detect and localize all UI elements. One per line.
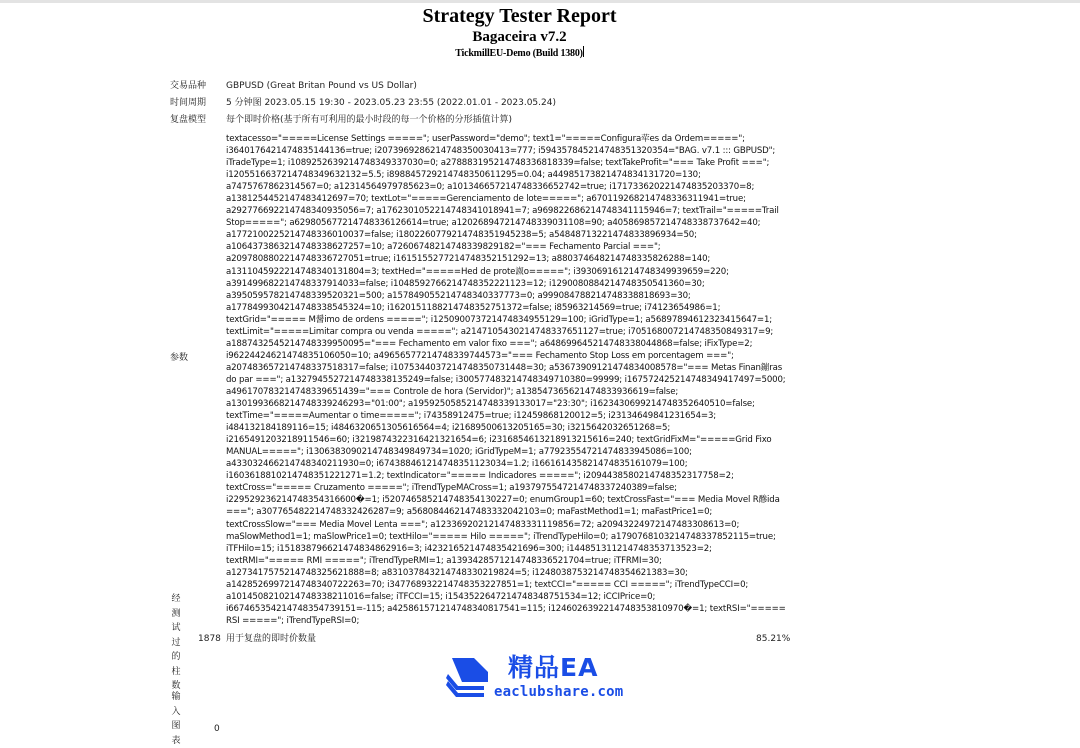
- param-line: a1301993668214748339246293="01:00"; a1959250585214748339133017="23:30"; i1623430699214748352640510=false;: [226, 398, 790, 410]
- param-line: i1603618810214748351221271=1.2; textIndicator="===== Indicadores ====="; i2094438580214748352317758=2;: [226, 470, 790, 482]
- watermark-logo: [444, 648, 664, 708]
- label-char: 试: [170, 621, 182, 636]
- parameters-text: [226, 133, 790, 627]
- param-line: a391499682214748337914033=false; i1048592766214748352221123=12; i1290080884214748350541360=30;: [226, 278, 790, 290]
- label-char: 图: [170, 719, 182, 734]
- top-border: [0, 0, 1080, 3]
- label-char: 数: [170, 679, 182, 694]
- param-line: i667465354214748354739151=-115; a425861571214748340817541=115; i1246026392214748353810970�=1; textRSI="=====: [226, 603, 790, 615]
- param-line: textGrid="===== M醤imo de ordens ====="; i125090073721474834955129=100; iGridType=1; a56897894612323415647=1;: [226, 314, 790, 326]
- watermark-url: eaclubshare.com: [494, 684, 623, 700]
- param-line: MANUAL====="; i1306383090214748349849734=1020; iGridTypeM=1; a77923554721474833945086=100;: [226, 446, 790, 458]
- param-line: a1428526997214748340722263=70; i347768932214748353227851=1; textCCI="===== CCI ====="; iTrendTypeCCI=0;: [226, 579, 790, 591]
- param-line: iTFHilo=15; i151838796621474834862916=3; i423216521474835421696=300; i144851311214748353713523=2;: [226, 543, 790, 555]
- text-caret: [583, 46, 584, 57]
- param-line: a1887432545214748339950095="=== Fechamento em valor fixo ==="; a648699645214748338044868=false; iFixType=2;: [226, 338, 790, 350]
- label-char: 经: [170, 592, 182, 607]
- param-line: RSI ====="; iTrendTypeRSI=0;: [226, 615, 790, 627]
- param-line: textLimit="=====Limitar compra ou venda ====="; a2147105430214748337651127=true; i705168007214748350849317=9;: [226, 326, 790, 338]
- server-build: [0, 46, 1080, 60]
- report-title: Strategy Tester Report: [0, 4, 1080, 28]
- param-line: a1381254452147483412697=70; textLot="=====Gerenciamento de lote====="; a670119268214748336311941=true;: [226, 193, 790, 205]
- param-line: a1064373863214748338627257=10; a72606748214748339829182="=== Fechamento Parcial ===";: [226, 241, 790, 253]
- label-char: 输: [170, 690, 182, 705]
- param-line: a395059578214748339520321=500; a157849055214748340337773=0; a999084788214748338818693=30;: [226, 290, 790, 302]
- params-label: 参数: [170, 352, 220, 364]
- ticks-modelled-label: 用于复盘的即时价数量: [226, 633, 316, 645]
- input-chart-value: 0: [214, 723, 220, 735]
- param-line: a1778499304214748338545324=10; i1620151188214748352751372=false; i85963214569=true; i74123654986=1;: [226, 302, 790, 314]
- server-build-text: TickmillEU-Demo (Build 1380): [455, 48, 583, 59]
- param-line: a1772100225214748336010037=false; i1802260779214748351945238=5; a54848713221474833896934=50;: [226, 229, 790, 241]
- label-char: 柱: [170, 665, 182, 680]
- param-line: a2097808802214748336727051=true; i1615155277214748352151292=13; a880374648214748335826288=140;: [226, 253, 790, 265]
- label-char: 表: [170, 734, 182, 748]
- param-line: i229529236214748354316600�=1; i520746585214748354130227=0; enumGroup1=60; textCrossFast="=== Media Movel R醦ida: [226, 494, 790, 506]
- param-line: Stop====="; a629805677214748336126614=true; a120268947214748339031108=90; a405869857214748338737642=40;: [226, 217, 790, 229]
- param-line: i96224424621474835106050=10; a49656577214748339744573="=== Fechamento Stop Loss em porcentagem ===";: [226, 350, 790, 362]
- label-char: 入: [170, 705, 182, 720]
- input-chart-label: [170, 690, 182, 748]
- param-line: do par ==="; a1327945527214748338135249=false; i300577483214748349710380=99999; i167572425214748349417497=5000;: [226, 374, 790, 386]
- param-line: textRMI="===== RMI ====="; iTrendTypeRMI=1; a1393428571214748336521704=true; iTFRMI=30;: [226, 555, 790, 567]
- param-line: a496170783214748339651439="=== Controle de hora (Servidor)"; a138547365621474833936619=false;: [226, 386, 790, 398]
- param-line: i484132184189116=15; i4846320651305616564=4; i21689500613205165=30; i3215642032651268=5;: [226, 422, 790, 434]
- param-line: a1014508210214748338211016=false; iTFCCI=15; i1543522647214748348751534=12; iCCIPrice=0;: [226, 591, 790, 603]
- param-line: textTime="=====Aumentar o time====="; i74358912475=true; i12459868120012=5; i23134649841231654=3;: [226, 410, 790, 422]
- period-value: 5 分钟图 2023.05.15 19:30 - 2023.05.23 23:55 (2022.01.01 - 2023.05.24): [226, 97, 556, 109]
- param-line: i3640176421474835144136=true; i2073969286214748350030413=777; i594357845214748351320354="BAG. v7.1 ::: GBPUSD";: [226, 145, 790, 157]
- param-line: a207483657214748337518317=false; i1075344037214748350731448=30; a53673909121474834008578="=== Metas Finan鏰ras: [226, 362, 790, 374]
- bars-count: 1878: [198, 633, 221, 645]
- modelling-quality: 85.21%: [756, 633, 790, 645]
- param-line: i2165491203218911546=60; i3219874322316421321654=6; i2316854613218913215616=240; textGridFixM="=====Grid Fixo: [226, 434, 790, 446]
- report-header: [0, 4, 1080, 60]
- bars-tested-label: [170, 592, 182, 694]
- label-char: 过: [170, 636, 182, 651]
- param-line: ==="; a307765482214748332426287=9; a568084462147483332042103=0; maFastMethod1=1; maFastPrice1=0;: [226, 506, 790, 518]
- param-line: textacesso="=====License Settings ====="; userPassword="demo"; text1="=====Configura荦es da Ordem=====";: [226, 133, 790, 145]
- watermark-brand: 精品EA: [508, 648, 598, 684]
- expert-name: Bagaceira v7.2: [0, 28, 1080, 46]
- param-line: a7475767862314567=0; a12314564979785623=0; a101346657214748336652742=true; i171733620221474835203370=8;: [226, 181, 790, 193]
- param-line: a433032466214748340211930=0; i674388461214748351123034=1.2; i166161435821474835161079=100;: [226, 458, 790, 470]
- param-line: iTradeType=1; i1089252639214748349337030=0; a278883195214748336818339=false; textTakeProfit="=== Take Profit ===";: [226, 157, 790, 169]
- model-label: 复盘模型: [170, 114, 220, 126]
- stack-icon: [444, 654, 494, 700]
- label-char: 测: [170, 607, 182, 622]
- param-line: maSlowMethod1=1; maSlowPrice1=0; textHilo="===== Hilo ====="; iTrendTypeHilo=0; a1790768103214748337852115=true;: [226, 531, 790, 543]
- param-line: textCrossSlow="=== Media Movel Lenta ==="; a12336920212147483331119856=72; a20943224972147483308613=0;: [226, 519, 790, 531]
- period-label: 时间周期: [170, 97, 220, 109]
- param-line: a1311045922214748340131804=3; textHed="=====Hed de prote詉o====="; i393069161214748349939659=220;: [226, 266, 790, 278]
- param-line: a292776692214748340935056=7; a1762301052214748341018941=7; a969822686214748341115946=7; textTrail="=====Trail: [226, 205, 790, 217]
- model-value: 每个即时价格(基于所有可利用的最小时段的每一个价格的分形插值计算): [226, 114, 512, 126]
- param-line: i1205516637214748349632132=5.5; i898845729214748350611295=0.04; a44985173821474834131720=130;: [226, 169, 790, 181]
- param-line: a1273417575214748325621888=8; a831037843214748330219824=5; i1248038753214748354621383=30;: [226, 567, 790, 579]
- label-char: 的: [170, 650, 182, 665]
- param-line: textCross="===== Cruzamento ====="; iTrendTypeMACross=1; a1937975547214748337240389=false;: [226, 482, 790, 494]
- symbol-value: GBPUSD (Great Britan Pound vs US Dollar): [226, 80, 417, 92]
- symbol-label: 交易品种: [170, 80, 220, 92]
